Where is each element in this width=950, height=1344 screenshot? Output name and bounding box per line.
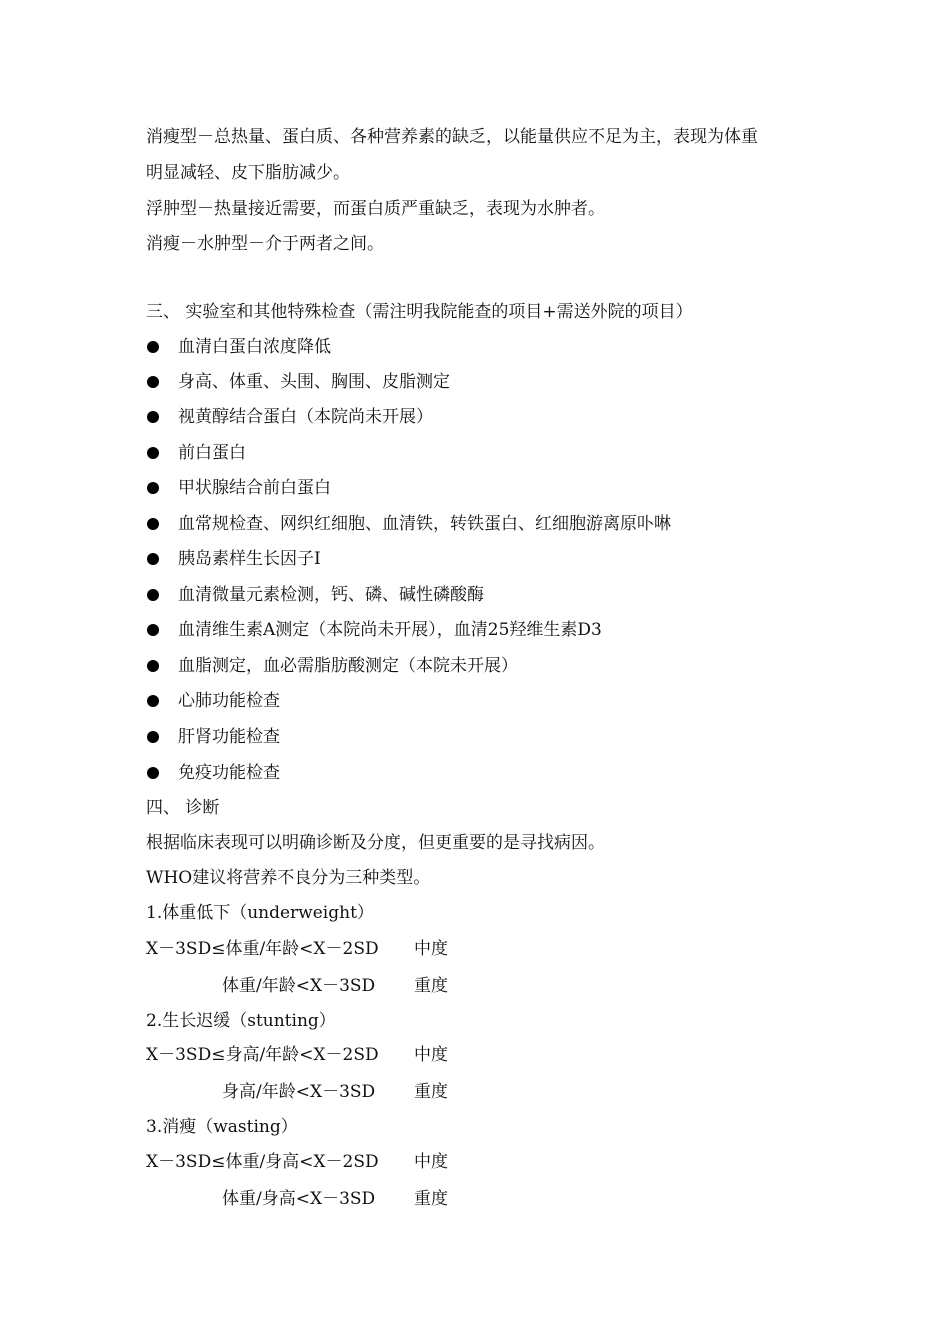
bullet-icon [147,553,159,565]
list-item-text: 肝肾功能检查 [178,727,280,747]
list-item-text: 血清白蛋白浓度降低 [178,337,331,357]
criterion-formula: 体重/年龄<X－3SD [222,976,376,996]
list-item-text: 免疫功能检查 [178,763,280,783]
bullet-icon [147,518,159,530]
wasting-type-definition-line1: 消瘦型－总热量、蛋白质、各种营养素的缺乏，以能量供应不足为主，表现为体重 [146,127,758,147]
wasting-type-definition-line2: 明显减轻、皮下脂肪减少。 [146,163,350,183]
list-item [146,442,246,464]
list-item [146,336,331,358]
list-item [146,762,280,784]
list-item [146,477,331,499]
bullet-icon [147,767,159,779]
list-item-text: 心肺功能检查 [178,691,280,711]
list-item-text: 血清维生素A测定（本院尚未开展），血清25羟维生素D3 [178,620,602,640]
list-item-text: 前白蛋白 [178,443,246,463]
bullet-icon [147,482,159,494]
severity-label: 重度 [414,976,448,996]
bullet-icon [147,660,159,672]
list-item [146,584,484,606]
severity-label: 重度 [414,1189,448,1209]
list-item [146,726,280,748]
bullet-icon [147,447,159,459]
list-item [146,513,671,535]
severity-label: 中度 [414,1152,448,1172]
bullet-icon [147,411,159,423]
bullet-icon [147,589,159,601]
list-item [146,371,450,393]
bullet-icon [147,376,159,388]
edema-type-definition: 浮肿型－热量接近需要，而蛋白质严重缺乏，表现为水肿者。 [146,199,605,219]
type-title-wasting: 3.消瘦（wasting） [146,1117,298,1137]
section3-heading: 三、 实验室和其他特殊检查（需注明我院能查的项目+需送外院的项目） [146,302,693,322]
list-item-text: 血常规检查、网织红细胞、血清铁，转铁蛋白、红细胞游离原卟啉 [178,514,671,534]
who-classification-paragraph: WHO建议将营养不良分为三种类型。 [146,868,431,888]
criterion-formula: X－3SD≤体重/身高<X－2SD [146,1152,379,1172]
list-item [146,619,602,641]
list-item-text: 身高、体重、头围、胸围、皮脂测定 [178,372,450,392]
list-item-text: 视黄醇结合蛋白（本院尚未开展） [178,407,433,427]
criterion-formula: X－3SD≤体重/年龄<X－2SD [146,939,379,959]
list-item [146,406,433,428]
list-item [146,548,321,570]
diagnosis-paragraph: 根据临床表现可以明确诊断及分度，但更重要的是寻找病因。 [146,833,605,853]
list-item-text: 胰岛素样生长因子Ⅰ [178,549,321,569]
severity-label: 中度 [414,939,448,959]
list-item-text: 甲状腺结合前白蛋白 [178,478,331,498]
criterion-formula: X－3SD≤身高/年龄<X－2SD [146,1045,379,1065]
criterion-formula: 体重/身高<X－3SD [222,1189,376,1209]
bullet-icon [147,341,159,353]
list-item [146,655,518,677]
type-title-stunting: 2.生长迟缓（stunting） [146,1011,336,1031]
bullet-icon [147,624,159,636]
bullet-icon [147,731,159,743]
type-title-underweight: 1.体重低下（underweight） [146,903,374,923]
bullet-icon [147,695,159,707]
list-item-text: 血脂测定，血必需脂肪酸测定（本院未开展） [178,656,518,676]
list-item [146,690,280,712]
list-item-text: 血清微量元素检测，钙、磷、碱性磷酸酶 [178,585,484,605]
severity-label: 中度 [414,1045,448,1065]
section4-heading: 四、 诊断 [146,798,220,818]
severity-label: 重度 [414,1082,448,1102]
criterion-formula: 身高/年龄<X－3SD [222,1082,376,1102]
mixed-type-definition: 消瘦－水肿型－介于两者之间。 [146,234,384,254]
